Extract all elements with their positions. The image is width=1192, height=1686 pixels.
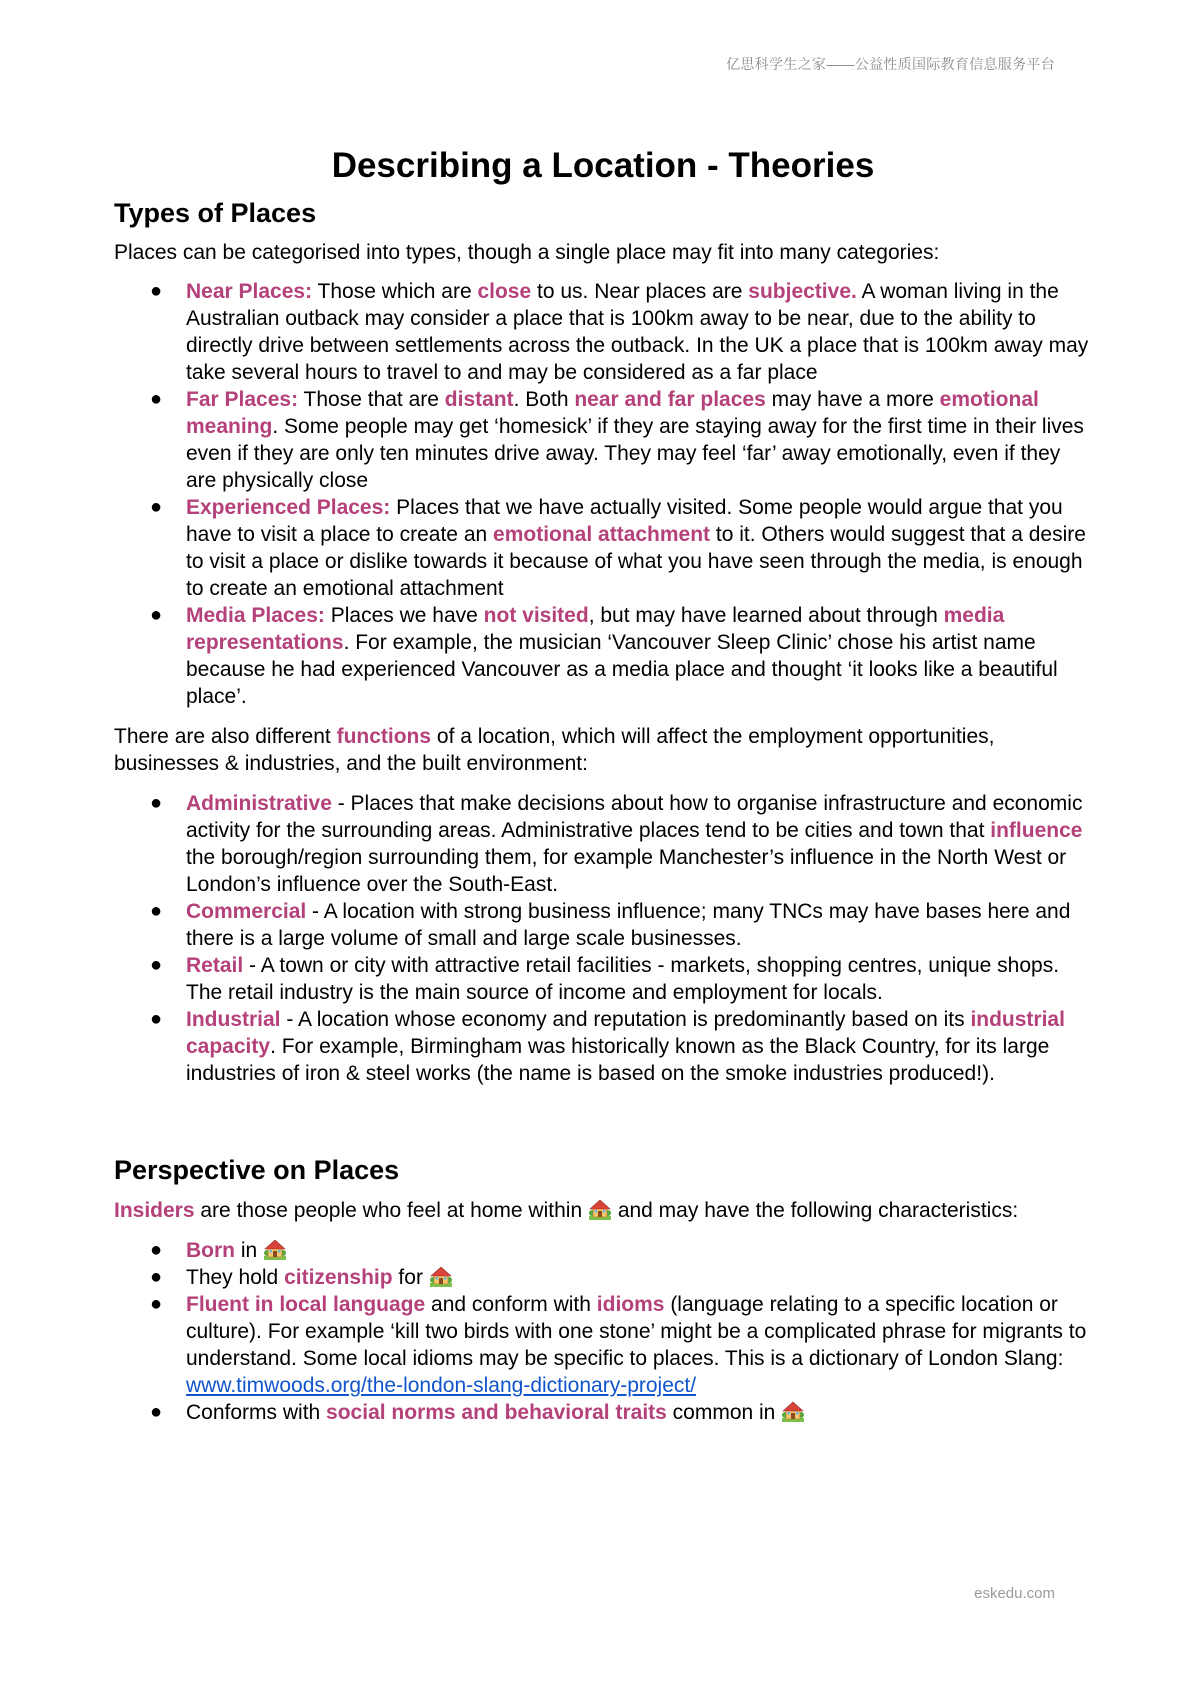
item-text: Places that we have actually visited. Some people would argue that you have to visit a place to create an [186, 496, 1063, 546]
highlight-close: close [477, 280, 532, 303]
list-item [114, 952, 1092, 1006]
term-fluent-local-language: Fluent in local language [186, 1293, 426, 1316]
highlight-near-far: near and far places [574, 388, 766, 411]
house-with-garden-icon [588, 1197, 612, 1221]
list-item [114, 278, 1092, 386]
term-retail: Retail [186, 954, 244, 977]
item-text: Conforms with [186, 1401, 327, 1424]
item-text: for [392, 1266, 429, 1289]
list-item [114, 386, 1092, 494]
highlight-distant: distant [444, 388, 514, 411]
insiders-intro [114, 1197, 1092, 1224]
item-text: - Places that make decisions about how to organise infrastructure and economic activity for the surrounding areas. Administrative places tend to be cities and town that [186, 792, 1083, 842]
item-text: (language relating to a specific location or culture). For example ‘kill two birds with one stone’ might be a complicated phrase for migrants to understand. Some local idioms may be specific to places. This is a dictionary of London Slang: [186, 1293, 1087, 1370]
highlight-not-visited: not visited [483, 604, 589, 627]
functions-intro [114, 723, 1092, 777]
bullet-icon: ● [150, 1266, 163, 1288]
highlight-insiders: Insiders [114, 1199, 195, 1222]
list-item [114, 1264, 1092, 1291]
list-item [114, 494, 1092, 602]
bullet-icon: ● [150, 792, 163, 814]
bullet-icon: ● [150, 1008, 163, 1030]
highlight-subjective: subjective. [748, 280, 857, 303]
item-text: common in [666, 1401, 782, 1424]
section-heading-perspective: Perspective on Places [114, 1155, 400, 1185]
item-text: Places we have [324, 604, 484, 627]
item-text: . Both [513, 388, 575, 411]
item-text: the borough/region surrounding them, for example Manchester’s influence in the North West or London’s influence over the South-East. [186, 846, 1067, 896]
intro-text: of a location, which will affect the employment opportunities, businesses & industries, and the built environment: [114, 725, 995, 775]
list-item [114, 1237, 1092, 1264]
highlight-industrial-capacity: industrial capacity [186, 1008, 1065, 1058]
intro-text: are those people who feel at home within [194, 1199, 588, 1222]
insiders-list [114, 1237, 1092, 1426]
bullet-icon: ● [150, 900, 163, 922]
types-list [114, 278, 1092, 710]
highlight-influence: influence [990, 819, 1083, 842]
list-item [114, 602, 1092, 710]
item-text: , but may have learned about through [588, 604, 944, 627]
house-with-garden-icon [781, 1399, 805, 1423]
highlight-emotional-meaning: emotional meaning [186, 388, 1039, 438]
item-text: Those which are [312, 280, 478, 303]
highlight-functions: functions [336, 725, 432, 748]
page-footer: eskedu.com [974, 1585, 1055, 1602]
item-text: - A location with strong business influence; many TNCs may have bases here and there is a large volume of small and large scale businesses. [186, 900, 1071, 950]
house-with-garden-icon [263, 1237, 287, 1261]
term-industrial: Industrial [186, 1008, 281, 1031]
bullet-icon: ● [150, 1239, 163, 1261]
list-item [114, 898, 1092, 952]
london-slang-dictionary-link[interactable]: www.timwoods.org/the-london-slang-dictionary-project/ [186, 1374, 697, 1397]
item-text: Those that are [298, 388, 445, 411]
term-commercial: Commercial [186, 900, 307, 923]
term-far-places: Far Places: [186, 388, 299, 411]
term-experienced-places: Experienced Places: [186, 496, 391, 519]
house-with-garden-icon [429, 1264, 453, 1288]
list-item [114, 790, 1092, 898]
item-text: A woman living in the Australian outback may consider a place that is 100km away to be near, due to the ability to directly drive between settlements across the outback. In the UK a place that is 100km away may take several hours to travel to and may be considered as a far place [186, 280, 1089, 384]
bullet-icon: ● [150, 496, 163, 518]
term-born: Born [186, 1239, 235, 1262]
types-intro: Places can be categorised into types, though a single place may fit into many categories: [114, 241, 940, 264]
page-header: 亿思科学生之家——公益性质国际教育信息服务平台 [726, 56, 1055, 72]
section-heading-types: Types of Places [114, 198, 317, 228]
list-item [114, 1291, 1092, 1399]
bullet-icon: ● [150, 1401, 163, 1423]
functions-list [114, 790, 1092, 1087]
item-text: to it. Others would suggest that a desire to visit a place or dislike towards it because of what you have seen through the media, is enough to create an emotional attachment [186, 523, 1086, 600]
term-near-places: Near Places: [186, 280, 313, 303]
highlight-idioms: idioms [596, 1293, 665, 1316]
item-text: in [235, 1239, 264, 1262]
item-text: may have a more [765, 388, 940, 411]
term-administrative: Administrative [186, 792, 332, 815]
highlight-citizenship: citizenship [284, 1266, 393, 1289]
item-text: to us. Near places are [531, 280, 749, 303]
list-item [114, 1006, 1092, 1087]
list-item [114, 1399, 1092, 1426]
bullet-icon: ● [150, 604, 163, 626]
item-text: - A location whose economy and reputation is predominantly based on its [280, 1008, 971, 1031]
bullet-icon: ● [150, 954, 163, 976]
intro-text: There are also different [114, 725, 337, 748]
highlight-social-norms: social norms and behavioral traits [326, 1401, 667, 1424]
bullet-icon: ● [150, 1293, 163, 1315]
bullet-icon: ● [150, 280, 163, 302]
intro-text: and may have the following characteristics: [617, 1199, 1019, 1222]
item-text: - A town or city with attractive retail facilities - markets, shopping centres, unique shops. The retail industry is the main source of income and employment for locals. [186, 954, 1060, 1004]
term-media-places: Media Places: [186, 604, 325, 627]
highlight-media-representations: media representations [186, 604, 1005, 654]
highlight-emotional-attachment: emotional attachment [493, 523, 711, 546]
document-body [114, 140, 1092, 1426]
item-text: . Some people may get ‘homesick’ if they are staying away for the first time in their lives even if they are only ten minutes drive away. They may feel ‘far’ away emotionally, even if they are physically close [186, 415, 1084, 492]
item-text: and conform with [425, 1293, 597, 1316]
page-title: Describing a Location - Theories [331, 146, 875, 185]
item-text: . For example, Birmingham was historically known as the Black Country, for its large industries of iron & steel works (the name is based on the smoke industries produced!). [186, 1035, 1050, 1085]
item-text: They hold [186, 1266, 285, 1289]
bullet-icon: ● [150, 388, 163, 410]
item-text: . For example, the musician ‘Vancouver Sleep Clinic’ chose his artist name because he had experienced Vancouver as a media place and thought ‘it looks like a beautiful place’. [186, 631, 1058, 708]
